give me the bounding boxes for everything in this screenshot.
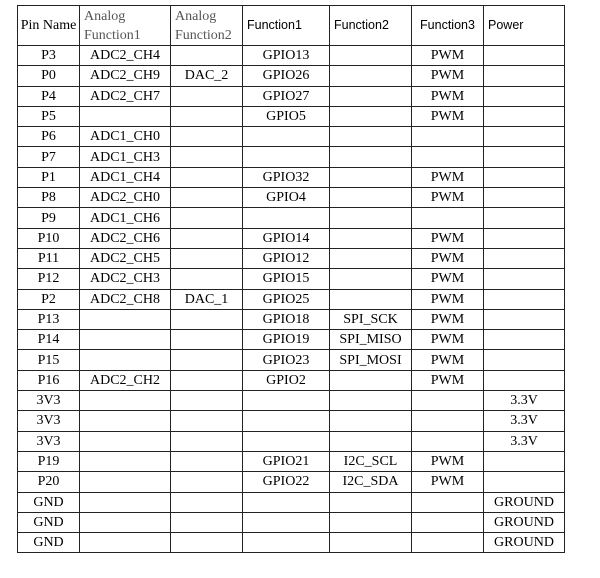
cell-function3: PWM: [412, 350, 484, 370]
cell-function2: [330, 512, 412, 532]
cell-analog-function2: [171, 533, 243, 553]
cell-analog-function2: [171, 391, 243, 411]
cell-analog-function1: ADC1_CH4: [80, 167, 171, 187]
cell-pin-name: 3V3: [18, 411, 80, 431]
cell-analog-function1: [80, 309, 171, 329]
cell-function3: PWM: [412, 248, 484, 268]
cell-power: [484, 147, 565, 167]
cell-function1: GPIO27: [243, 86, 330, 106]
cell-analog-function1: [80, 411, 171, 431]
cell-analog-function1: [80, 330, 171, 350]
header-function3: Function3: [412, 6, 484, 46]
cell-analog-function1: [80, 492, 171, 512]
table-row: [18, 106, 565, 126]
cell-function1: [243, 391, 330, 411]
table-row: [18, 370, 565, 390]
cell-analog-function2: DAC_2: [171, 66, 243, 86]
cell-analog-function1: [80, 431, 171, 451]
table-row: [18, 330, 565, 350]
cell-pin-name: P9: [18, 208, 80, 228]
cell-analog-function1: [80, 391, 171, 411]
cell-function1: GPIO23: [243, 350, 330, 370]
cell-power: [484, 228, 565, 248]
cell-analog-function2: [171, 228, 243, 248]
cell-function3: PWM: [412, 451, 484, 471]
cell-function1: [243, 208, 330, 228]
cell-function3: [412, 147, 484, 167]
table-row: [18, 431, 565, 451]
header-analog-function1: Analog Function1: [80, 6, 171, 46]
cell-function2: [330, 248, 412, 268]
cell-function2: [330, 391, 412, 411]
table-row: [18, 472, 565, 492]
table-row: [18, 66, 565, 86]
table-row: [18, 46, 565, 66]
cell-function2: [330, 167, 412, 187]
cell-analog-function2: [171, 147, 243, 167]
cell-analog-function1: ADC2_CH3: [80, 269, 171, 289]
cell-function2: [330, 370, 412, 390]
cell-analog-function2: [171, 248, 243, 268]
table-row: [18, 289, 565, 309]
cell-function2: SPI_SCK: [330, 309, 412, 329]
cell-power: [484, 248, 565, 268]
cell-pin-name: P5: [18, 106, 80, 126]
cell-analog-function1: ADC2_CH7: [80, 86, 171, 106]
cell-pin-name: P20: [18, 472, 80, 492]
cell-function2: [330, 533, 412, 553]
cell-function3: [412, 512, 484, 532]
cell-power: [484, 127, 565, 147]
cell-pin-name: P1: [18, 167, 80, 187]
cell-function1: GPIO14: [243, 228, 330, 248]
cell-analog-function2: [171, 451, 243, 471]
cell-analog-function2: [171, 188, 243, 208]
cell-analog-function2: [171, 370, 243, 390]
cell-function2: [330, 269, 412, 289]
cell-power: [484, 309, 565, 329]
cell-analog-function2: [171, 86, 243, 106]
cell-power: GROUND: [484, 512, 565, 532]
cell-function2: [330, 228, 412, 248]
cell-function1: GPIO15: [243, 269, 330, 289]
cell-analog-function1: [80, 533, 171, 553]
cell-analog-function1: [80, 451, 171, 471]
table-body: [18, 46, 565, 553]
table-row: [18, 86, 565, 106]
cell-pin-name: P14: [18, 330, 80, 350]
cell-analog-function1: ADC1_CH6: [80, 208, 171, 228]
table-row: [18, 127, 565, 147]
cell-function3: PWM: [412, 106, 484, 126]
cell-power: GROUND: [484, 492, 565, 512]
cell-function1: GPIO19: [243, 330, 330, 350]
cell-function2: [330, 86, 412, 106]
cell-analog-function2: [171, 431, 243, 451]
cell-analog-function2: [171, 208, 243, 228]
cell-function2: [330, 492, 412, 512]
cell-pin-name: GND: [18, 533, 80, 553]
cell-function1: GPIO4: [243, 188, 330, 208]
cell-function3: PWM: [412, 309, 484, 329]
cell-function3: PWM: [412, 46, 484, 66]
table-row: [18, 391, 565, 411]
cell-function3: PWM: [412, 228, 484, 248]
cell-analog-function1: ADC2_CH6: [80, 228, 171, 248]
cell-power: [484, 451, 565, 471]
table-row: [18, 147, 565, 167]
header-power: Power: [484, 6, 565, 46]
cell-pin-name: P3: [18, 46, 80, 66]
cell-analog-function1: ADC1_CH0: [80, 127, 171, 147]
table-row: [18, 248, 565, 268]
cell-pin-name: P4: [18, 86, 80, 106]
table-header-row: [18, 6, 565, 46]
cell-function3: [412, 533, 484, 553]
cell-function1: GPIO5: [243, 106, 330, 126]
cell-function2: SPI_MISO: [330, 330, 412, 350]
cell-analog-function2: [171, 411, 243, 431]
cell-analog-function1: ADC2_CH5: [80, 248, 171, 268]
cell-function1: [243, 512, 330, 532]
cell-analog-function2: [171, 350, 243, 370]
cell-function3: [412, 208, 484, 228]
cell-analog-function2: [171, 269, 243, 289]
cell-power: [484, 46, 565, 66]
cell-power: 3.3V: [484, 411, 565, 431]
cell-pin-name: GND: [18, 492, 80, 512]
cell-function2: I2C_SCL: [330, 451, 412, 471]
cell-analog-function1: ADC2_CH4: [80, 46, 171, 66]
table-row: [18, 350, 565, 370]
cell-power: [484, 370, 565, 390]
cell-analog-function2: [171, 46, 243, 66]
cell-function1: GPIO13: [243, 46, 330, 66]
table-row: [18, 188, 565, 208]
cell-function1: [243, 492, 330, 512]
cell-pin-name: GND: [18, 512, 80, 532]
cell-function1: [243, 533, 330, 553]
cell-power: [484, 330, 565, 350]
cell-function2: [330, 46, 412, 66]
cell-pin-name: P15: [18, 350, 80, 370]
cell-power: [484, 269, 565, 289]
cell-function3: PWM: [412, 66, 484, 86]
cell-analog-function2: [171, 309, 243, 329]
cell-function1: [243, 431, 330, 451]
cell-function2: [330, 431, 412, 451]
cell-power: [484, 188, 565, 208]
cell-function2: [330, 127, 412, 147]
cell-analog-function2: [171, 127, 243, 147]
cell-function1: GPIO22: [243, 472, 330, 492]
cell-function2: [330, 289, 412, 309]
table-row: [18, 309, 565, 329]
table-row: [18, 228, 565, 248]
cell-power: [484, 472, 565, 492]
cell-analog-function2: [171, 167, 243, 187]
cell-function2: I2C_SDA: [330, 472, 412, 492]
cell-power: [484, 289, 565, 309]
cell-power: [484, 86, 565, 106]
cell-pin-name: P13: [18, 309, 80, 329]
cell-power: [484, 208, 565, 228]
cell-function3: PWM: [412, 330, 484, 350]
cell-function2: [330, 106, 412, 126]
cell-analog-function1: [80, 512, 171, 532]
cell-analog-function2: [171, 512, 243, 532]
cell-function1: GPIO25: [243, 289, 330, 309]
cell-function1: GPIO21: [243, 451, 330, 471]
cell-analog-function1: ADC1_CH3: [80, 147, 171, 167]
cell-function2: [330, 208, 412, 228]
cell-analog-function1: [80, 350, 171, 370]
table-row: [18, 269, 565, 289]
cell-function3: PWM: [412, 472, 484, 492]
cell-function3: PWM: [412, 269, 484, 289]
cell-analog-function1: [80, 106, 171, 126]
cell-function1: GPIO18: [243, 309, 330, 329]
cell-function1: GPIO26: [243, 66, 330, 86]
cell-function2: [330, 188, 412, 208]
cell-pin-name: P16: [18, 370, 80, 390]
cell-power: 3.3V: [484, 431, 565, 451]
cell-pin-name: P10: [18, 228, 80, 248]
cell-power: 3.3V: [484, 391, 565, 411]
cell-power: [484, 106, 565, 126]
cell-analog-function2: DAC_1: [171, 289, 243, 309]
cell-pin-name: 3V3: [18, 391, 80, 411]
cell-function2: [330, 66, 412, 86]
cell-function2: [330, 411, 412, 431]
cell-analog-function2: [171, 492, 243, 512]
cell-analog-function1: ADC2_CH2: [80, 370, 171, 390]
cell-function3: [412, 127, 484, 147]
cell-function3: [412, 391, 484, 411]
cell-pin-name: P11: [18, 248, 80, 268]
cell-pin-name: P12: [18, 269, 80, 289]
cell-function1: GPIO32: [243, 167, 330, 187]
table-row: [18, 411, 565, 431]
table-row: [18, 512, 565, 532]
cell-power: GROUND: [484, 533, 565, 553]
table-row: [18, 167, 565, 187]
cell-power: [484, 350, 565, 370]
cell-pin-name: P8: [18, 188, 80, 208]
cell-analog-function2: [171, 330, 243, 350]
cell-function1: [243, 411, 330, 431]
cell-function1: [243, 127, 330, 147]
cell-function3: PWM: [412, 289, 484, 309]
header-function1: Function1: [243, 6, 330, 46]
header-function2: Function2: [330, 6, 412, 46]
cell-function3: PWM: [412, 167, 484, 187]
cell-pin-name: P6: [18, 127, 80, 147]
cell-function1: [243, 147, 330, 167]
cell-analog-function1: ADC2_CH9: [80, 66, 171, 86]
cell-analog-function1: [80, 472, 171, 492]
cell-function2: SPI_MOSI: [330, 350, 412, 370]
cell-function3: PWM: [412, 370, 484, 390]
header-analog-function2: Analog Function2: [171, 6, 243, 46]
pin-function-table: [17, 5, 565, 553]
table-row: [18, 208, 565, 228]
cell-power: [484, 66, 565, 86]
cell-function3: PWM: [412, 86, 484, 106]
cell-function1: GPIO2: [243, 370, 330, 390]
cell-function3: PWM: [412, 188, 484, 208]
cell-analog-function1: ADC2_CH8: [80, 289, 171, 309]
cell-function3: [412, 431, 484, 451]
cell-function2: [330, 147, 412, 167]
cell-analog-function2: [171, 472, 243, 492]
cell-analog-function2: [171, 106, 243, 126]
cell-pin-name: P19: [18, 451, 80, 471]
cell-pin-name: P7: [18, 147, 80, 167]
header-pin-name: Pin Name: [18, 6, 80, 46]
cell-pin-name: P0: [18, 66, 80, 86]
cell-function3: [412, 411, 484, 431]
table-row: [18, 533, 565, 553]
cell-analog-function1: ADC2_CH0: [80, 188, 171, 208]
cell-pin-name: 3V3: [18, 431, 80, 451]
cell-function1: GPIO12: [243, 248, 330, 268]
table-row: [18, 492, 565, 512]
table-row: [18, 451, 565, 471]
cell-pin-name: P2: [18, 289, 80, 309]
cell-function3: [412, 492, 484, 512]
cell-power: [484, 167, 565, 187]
